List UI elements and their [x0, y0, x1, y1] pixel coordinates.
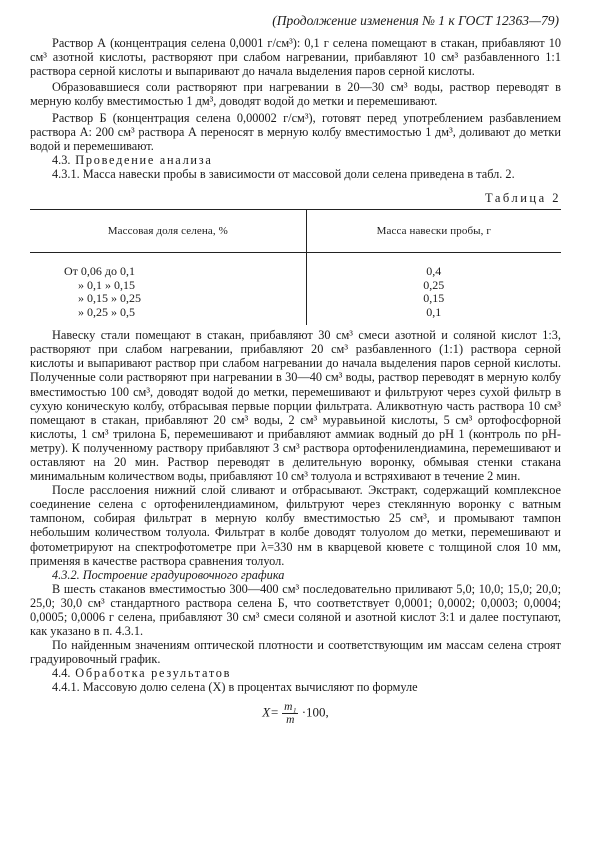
subsection-heading-4-3-2: 4.3.2. Построение градуировочного графика [52, 567, 285, 582]
column-header-sample-mass: Масса навески пробы, г [306, 210, 561, 253]
paragraph-calibration: В шесть стаканов вместимостью 300—400 см³ последовательно приливают 5,0; 10,0; 15,0; 20,0; 25,0; 30,0 см³ стандартного раствора селена Б, что соответствует 0,0001; 0,0002; 0,0003; 0,0004; 0,0005; 0,0006 г селена, прибавляют 30 см³ смеси соляной и азотной кислот 3:1 и далее поступают, как указано в п. 4.3.1. [30, 581, 561, 639]
cell-mass: 0,15 [306, 292, 561, 306]
paragraph-procedure: Навеску стали помещают в стакан, прибавляют 30 см³ смеси азотной и соляной кислот 1:3, растворяют при слабом нагревании, прибавляют 20 см³ разбавленного (1:1) раствора серной кислоты и выпаривают раствор при слабом нагревании до начала выделения паров серной кислоты. Полученные соли растворяют при нагревании в 30—40 см³ воды, раствор переводят в мерную колбу вместимостью 100 см³, доводят водой до метки, перемешивают и фильтруют через сухой фильтр в сухую коническую колбу, отбрасывая первые порции фильтрата. Аликвотную часть раствора 10 см³ помещают в стакан, прибавляют 20 см³ воды, 2 см³ муравьиной кислоты, 5 см³ ортофосфорной кислоты, 1 см³ трилона Б, перемешивают и прибавляют аммиак водный до рН 1 (контроль по рН-метру). К полученному раствору прибавляют 3 см³ раствора ортофенилендиамина, перемешивают и оставляют на 20 мин. Раствор переводят в делительную воронку, обмывая стенки стакана минимальным количеством воды, прибавляют 10 см³ толуола и встряхивают в течение 2 мин. [30, 328, 561, 484]
section-heading-4-3 [30, 153, 561, 167]
formula-lhs: X= [262, 704, 279, 720]
paragraph-salts-dissolve: Образовавшиеся соли растворяют при нагревании в 20—30 см³ воды, раствор переводят в мерную колбу вместимостью 1 дм³, доводят водой до метки и перемешивают. [30, 80, 561, 109]
paragraph-calibration-graph: По найденным значениям оптической плотности и соответствующим им массам селена строят градуировочный график. [30, 638, 561, 667]
column-header-selenium-fraction: Массовая доля селена, % [107, 225, 228, 238]
paragraph-solution-b: Раствор Б (концентрация селена 0,00002 г/см³), готовят перед употреблением разбавлением раствора А: 200 см³ раствора А переносят в мерную колбу вместимостью 1 дм³, доливают до метки водой и перемешивают. [30, 110, 561, 153]
cell-range: » 0,25 » 0,5 [78, 304, 135, 319]
table-row [30, 292, 561, 306]
table-header-row [30, 210, 561, 253]
cell-range: От 0,06 до 0,1 [64, 264, 136, 279]
cell-range: » 0,1 » 0,15 [78, 277, 135, 292]
paragraph-4-4-1: 4.4.1. Массовую долю селена (X) в процентах вычисляют по формуле [52, 680, 418, 695]
cell-mass: 0,1 [306, 306, 561, 326]
page-header: (Продолжение изменения № 1 к ГОСТ 12363—79) [272, 13, 559, 28]
paragraph-solution-a: Раствор А (концентрация селена 0,0001 г/см³): 0,1 г селена помещают в стакан, прибавляют 10 см³ азотной кислоты, растворяют при слабом нагревании, прибавляют 10 см³ разбавленного 1:1 раствора серной кислоты и выпаривают до начала выделения паров серной кислоты. [30, 36, 561, 79]
section-title: Обработка результатов [75, 666, 232, 681]
formula-denominator: m [286, 713, 295, 726]
formula-rhs: ·100, [301, 704, 329, 720]
section-number: 4.4. [52, 666, 71, 681]
section-heading-4-4 [30, 666, 561, 680]
formula-numerator: m₁ [284, 700, 297, 713]
section-title: Проведение анализа [75, 152, 213, 167]
sample-mass-table [30, 209, 561, 325]
section-number: 4.3. [52, 152, 71, 167]
formula-mass-fraction [30, 701, 561, 726]
paragraph-4-3-1: 4.3.1. Масса навески пробы в зависимости от массовой доли селена приведена в табл. 2. [52, 166, 515, 181]
table-row [30, 279, 561, 293]
formula-fraction [282, 701, 298, 726]
cell-range: » 0,15 » 0,25 [78, 291, 141, 306]
document-page [30, 14, 561, 726]
table-row [30, 306, 561, 326]
table-row [30, 253, 561, 279]
paragraph-extraction: После расслоения нижний слой сливают и отбрасывают. Экстракт, содержащий комплексное соединение селена с ортофенилендиамином, фильтруют через стеклянную воронку с ватным тампоном, собирая фильтрат в мерную колбу вместимостью 25 см³, и промывают тампон небольшим количеством толуола. Фильтрат в колбе доводят толуолом до метки, перемешивают и фотометрируют на спектрофотометре при λ=330 нм в кварцевой кювете с толщиной слоя 10 мм, применяя в качестве раствора сравнения толуол. [30, 483, 561, 568]
cell-mass: 0,4 [306, 253, 561, 279]
cell-mass: 0,25 [306, 279, 561, 293]
table-caption: Таблица 2 [485, 191, 561, 206]
